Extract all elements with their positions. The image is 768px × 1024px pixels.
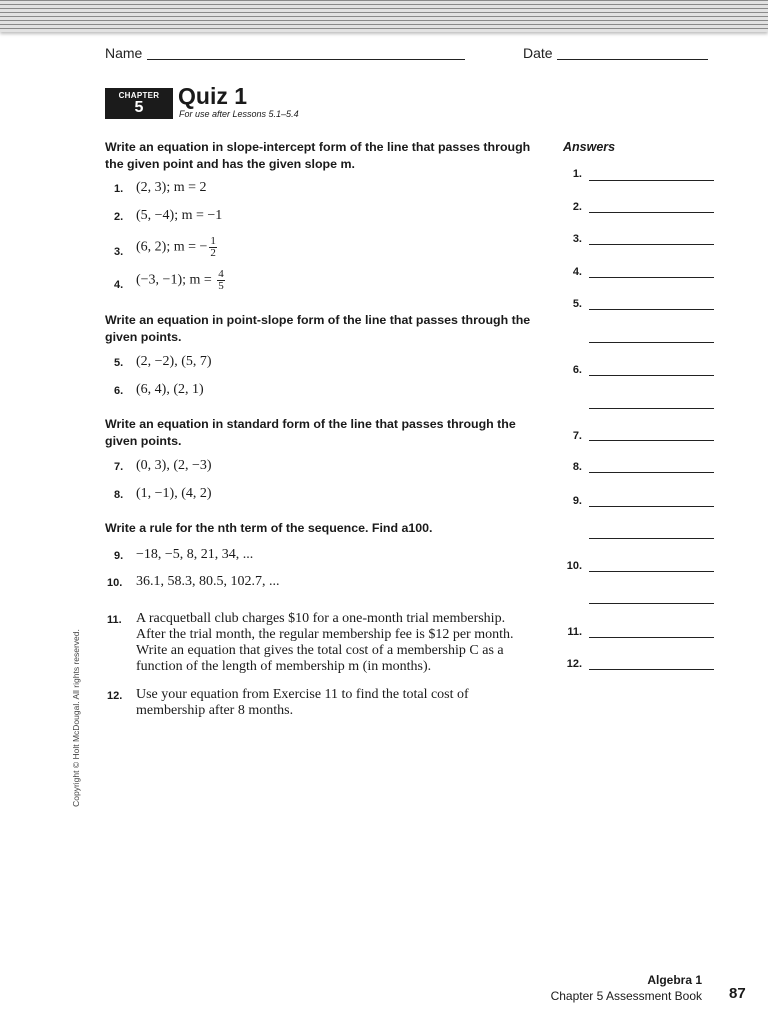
fraction-denominator: 5: [218, 280, 224, 292]
question-text: (0, 3), (2, −3): [136, 458, 212, 473]
question-text: (2, −2), (5, 7): [136, 354, 212, 369]
footer-book-title: Algebra 1: [647, 973, 702, 987]
section-4-instruction: Write a rule for the nth term of the sequence. Find a100.: [105, 521, 433, 535]
footer-subtitle: Chapter 5 Assessment Book: [550, 989, 702, 1003]
question-number: 11.: [107, 614, 122, 626]
answer-number: 1.: [572, 168, 582, 180]
answer-line[interactable]: [589, 212, 714, 213]
answer-line[interactable]: [589, 180, 714, 181]
question-number: 4.: [114, 279, 124, 291]
answer-line[interactable]: [589, 375, 714, 376]
answer-line[interactable]: [589, 309, 714, 310]
answer-number: 11.: [567, 626, 582, 638]
chapter-badge: [105, 88, 173, 119]
question-text: (6, 2); m = −: [136, 239, 208, 255]
answer-line[interactable]: [589, 669, 714, 670]
chapter-number: 5: [134, 99, 144, 116]
question-text: (5, −4); m = −1: [136, 208, 223, 223]
quiz-title: Quiz 1: [178, 83, 248, 109]
question-number: 5.: [114, 357, 124, 369]
question-text: −18, −5, 8, 21, 34, ...: [136, 547, 254, 562]
top-binding-stripes: [0, 0, 768, 32]
question-number: 8.: [114, 489, 124, 501]
question-number: 10.: [107, 577, 123, 589]
answer-line[interactable]: [589, 342, 714, 343]
answer-number: 3.: [572, 233, 582, 245]
answer-line[interactable]: [589, 277, 714, 278]
answer-line[interactable]: [589, 506, 714, 507]
answer-number: 10.: [566, 560, 582, 572]
section-2-instruction: Write an equation in point-slope form of the line that passes through the given points.: [105, 313, 531, 344]
answer-line[interactable]: [589, 637, 714, 638]
question-4: [136, 269, 225, 292]
answer-line[interactable]: [589, 571, 714, 572]
answer-line[interactable]: [589, 603, 714, 604]
question-text: Use your equation from Exercise 11 to find the total cost of membership after 8 months.: [136, 687, 469, 718]
quiz-subtitle: For use after Lessons 5.1–5.4: [179, 109, 299, 119]
answer-number: 5.: [572, 298, 582, 310]
question-text: A racquetball club charges $10 for a one-month trial membership. After the trial month, the regular membership fee is $12 per month. Write an equation that gives the total cost of a membership C as a function of the length of membership m (in months).: [136, 611, 514, 674]
question-number: 7.: [114, 461, 124, 473]
answer-line[interactable]: [589, 408, 714, 409]
question-3: [136, 236, 217, 259]
question-number: 3.: [114, 246, 124, 258]
question-text: (1, −1), (4, 2): [136, 486, 212, 501]
answer-line[interactable]: [589, 538, 714, 539]
fraction: [217, 269, 225, 292]
question-text: (6, 4), (2, 1): [136, 382, 204, 397]
answer-line[interactable]: [589, 244, 714, 245]
section-3-instruction: Write an equation in standard form of the line that passes through the given points.: [105, 417, 516, 448]
answer-number: 8.: [572, 461, 582, 473]
answer-number: 7.: [572, 430, 582, 442]
answers-heading: Answers: [563, 140, 616, 154]
date-field[interactable]: [557, 59, 708, 60]
question-number: 9.: [114, 550, 124, 562]
question-number: 12.: [107, 690, 123, 702]
fraction: [209, 236, 217, 259]
fraction-numerator: 1: [210, 235, 216, 247]
answer-line[interactable]: [589, 440, 714, 441]
date-label: Date: [523, 45, 553, 61]
question-number: 6.: [114, 385, 124, 397]
copyright-notice: Copyright © Holt McDougal. All rights reserved.: [71, 629, 81, 807]
answer-number: 2.: [572, 201, 582, 213]
question-number: 1.: [114, 183, 124, 195]
chapter-label: CHAPTER: [118, 91, 160, 100]
answer-number: 12.: [566, 658, 582, 670]
answer-number: 9.: [572, 495, 582, 507]
fraction-numerator: 4: [218, 268, 224, 280]
name-label: Name: [105, 45, 143, 61]
question-text: 36.1, 58.3, 80.5, 102.7, ...: [136, 574, 280, 589]
answer-line[interactable]: [589, 472, 714, 473]
name-field[interactable]: [147, 59, 465, 60]
fraction-denominator: 2: [210, 247, 216, 259]
answer-number: 4.: [572, 266, 582, 278]
answer-number: 6.: [572, 364, 582, 376]
question-number: 2.: [114, 211, 124, 223]
page-number: 87: [729, 985, 746, 1002]
question-text: (2, 3); m = 2: [136, 180, 207, 195]
question-text: (−3, −1); m =: [136, 272, 216, 288]
section-1-instruction: Write an equation in slope-intercept form of the line that passes through the given point and has the given slope m.: [105, 140, 531, 171]
